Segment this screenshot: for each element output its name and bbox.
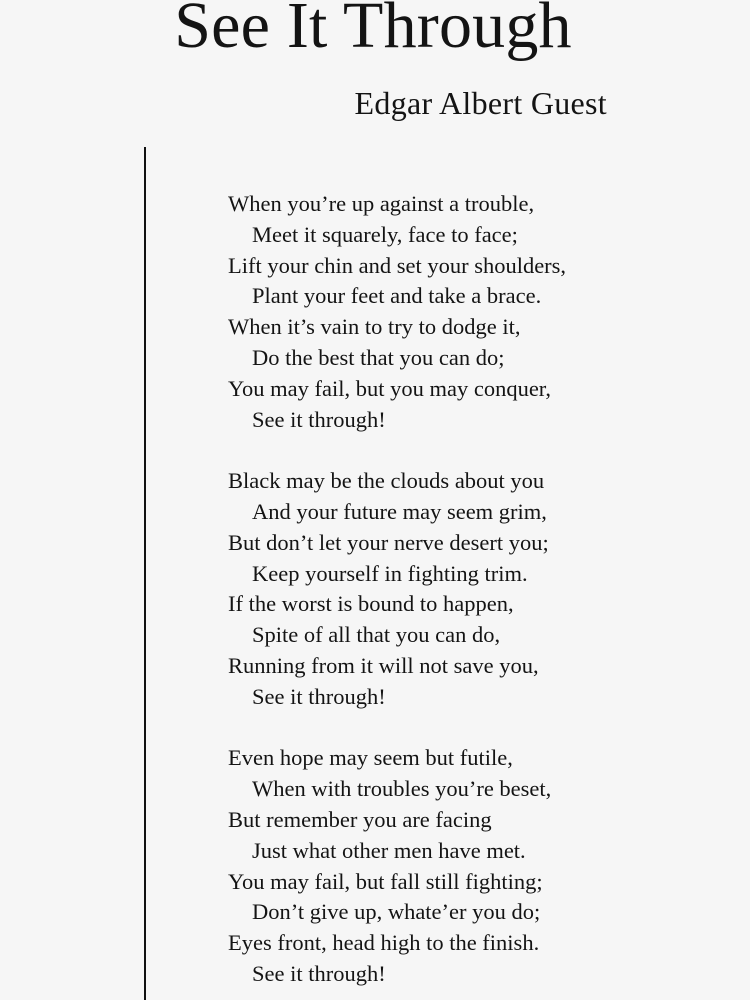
stanza-1 <box>228 189 728 435</box>
poem-line: See it through! <box>252 406 386 432</box>
stanza-2 <box>228 466 728 712</box>
poem-line: Do the best that you can do; <box>252 344 505 370</box>
poem-line: Meet it squarely, face to face; <box>252 221 518 247</box>
poem-line: Don’t give up, whate’er you do; <box>252 899 541 925</box>
poem-line: Black may be the clouds about you <box>228 468 545 494</box>
poem-line: Lift your chin and set your shoulders, <box>228 252 567 278</box>
poem-title: See It Through <box>174 0 572 62</box>
stanza-gap <box>228 435 728 466</box>
poem-line: Keep yourself in fighting trim. <box>252 560 528 586</box>
poem-line: And your future may seem grim, <box>252 498 547 524</box>
poem-line: Running from it will not save you, <box>228 652 539 678</box>
poem-line: Just what other men have met. <box>252 837 526 863</box>
vertical-divider <box>144 147 146 1000</box>
poem-line: Spite of all that you can do, <box>252 622 501 648</box>
stanza-gap <box>228 713 728 744</box>
poem-line: Eyes front, head high to the finish. <box>228 930 540 956</box>
poem-line: If the worst is bound to happen, <box>228 591 514 617</box>
poem-author: Edgar Albert Guest <box>354 85 607 121</box>
poem-line: You may fail, but you may conquer, <box>228 375 552 401</box>
poem-line: But remember you are facing <box>228 806 492 832</box>
poem-body <box>228 189 728 990</box>
poem-line: But don’t let your nerve desert you; <box>228 529 549 555</box>
poem-line: See it through! <box>252 960 386 986</box>
poem-line: You may fail, but fall still fighting; <box>228 868 543 894</box>
poem-line: When you’re up against a trouble, <box>228 191 535 216</box>
poem-line: Even hope may seem but futile, <box>228 745 513 771</box>
poem-line: See it through! <box>252 683 386 709</box>
poem-line: When it’s vain to try to dodge it, <box>228 314 521 340</box>
stanza-3 <box>228 743 728 989</box>
poem-line: Plant your feet and take a brace. <box>252 283 542 309</box>
poem-line: When with troubles you’re beset, <box>252 776 552 802</box>
